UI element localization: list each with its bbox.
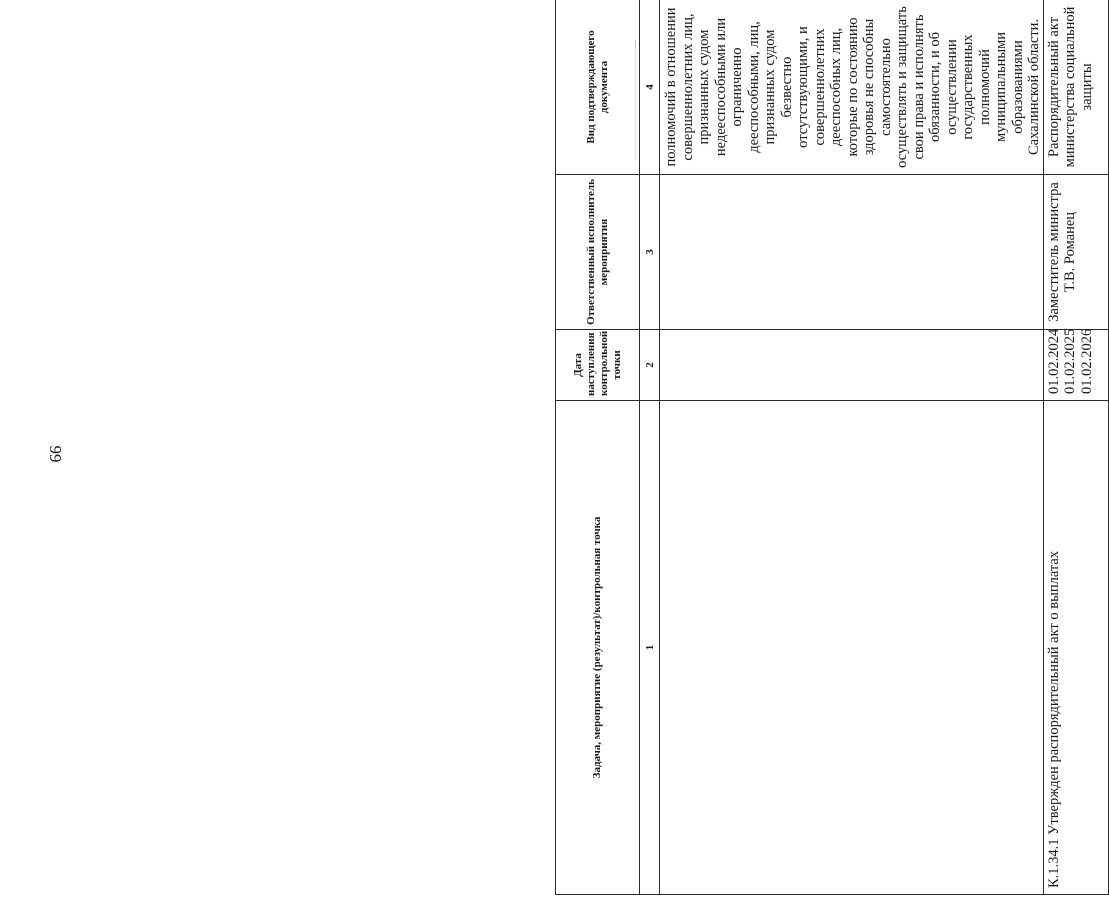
continued-text	[663, 4, 1043, 170]
continued-task-cell	[660, 401, 1044, 895]
continued-text-line: безвестно	[778, 56, 795, 118]
continued-text-line: дееспособных лиц,	[828, 27, 844, 147]
header-document: Вид подтверждающего документа	[556, 0, 640, 175]
continued-text-line: недееспособными или	[712, 17, 729, 157]
continued-row	[660, 0, 1044, 895]
continued-text-line: здоровья не способны	[861, 18, 877, 156]
page-number: 99	[46, 445, 65, 463]
continued-executor-cell	[660, 175, 1044, 330]
executor-cell	[1043, 175, 1108, 330]
header-row	[556, 0, 640, 895]
continued-text-line: самостоятельно	[877, 38, 894, 136]
continued-text-line: осуществлении	[943, 39, 960, 135]
continued-text-line: отсутствующими, и	[795, 26, 811, 148]
continued-text-line: образованиями	[1009, 40, 1026, 134]
continued-text-line: муниципальными	[993, 31, 1009, 143]
document-line-1: Распорядительный акт	[1045, 16, 1062, 158]
date-1: 01.02.2024	[1045, 328, 1062, 394]
header-date: Дата наступления контрольной точки	[556, 330, 640, 401]
column-number-2: 2	[640, 330, 660, 401]
document-line-3: защиты	[1078, 63, 1095, 111]
continued-text-line: совершеннолетних	[811, 28, 828, 146]
continued-date-cell	[660, 330, 1044, 401]
header-task: Задача, мероприятие (результат)/контрольная точка	[556, 401, 640, 895]
continued-text-line: Сахалинской области.	[1026, 19, 1042, 155]
plan-table	[555, 0, 1109, 895]
column-number-3: 3	[640, 175, 660, 330]
task-text: К.1.34.1 Утвержден распорядительный акт о выплатах	[1045, 550, 1062, 888]
task-cell	[1043, 401, 1108, 895]
continued-text-line: дееспособными, лиц,	[745, 21, 762, 153]
column-number-1: 1	[640, 401, 660, 895]
date-cell	[1043, 330, 1108, 401]
continued-text-line: полномочий	[976, 49, 993, 125]
continued-text-line: признанных судом	[762, 29, 778, 145]
continued-document-cell	[660, 0, 1044, 175]
executor-line-2: Т.В. Романец	[1062, 211, 1078, 293]
date-3: 01.02.2026	[1078, 328, 1095, 394]
table-row	[1043, 0, 1108, 895]
continued-text-line: обязанности, и об	[927, 31, 943, 143]
continued-text-line: осуществлять и защищать	[894, 6, 910, 168]
document-cell	[1043, 0, 1108, 175]
continued-text-line: ограниченно	[729, 47, 745, 127]
continued-text-line: государственных	[960, 34, 976, 140]
column-number-4: 4	[640, 0, 660, 175]
continued-text-line: совершеннолетних лиц,	[679, 13, 696, 161]
continued-text-line: которые по состоянию	[844, 17, 861, 157]
continued-text-line: свои права и исполнять	[910, 14, 927, 160]
continued-text-line: полномочий в отношении	[663, 7, 679, 167]
executor-line-1: Заместитель министра	[1045, 182, 1062, 322]
date-2: 01.02.2025	[1062, 328, 1078, 394]
column-number-row	[640, 0, 660, 895]
rotated-table-container	[555, 0, 1095, 895]
header-executor: Ответственный исполнитель мероприятия	[556, 175, 640, 330]
document-line-2: министерства социальной	[1062, 6, 1078, 168]
continued-text-line: признанных судом	[696, 29, 712, 145]
